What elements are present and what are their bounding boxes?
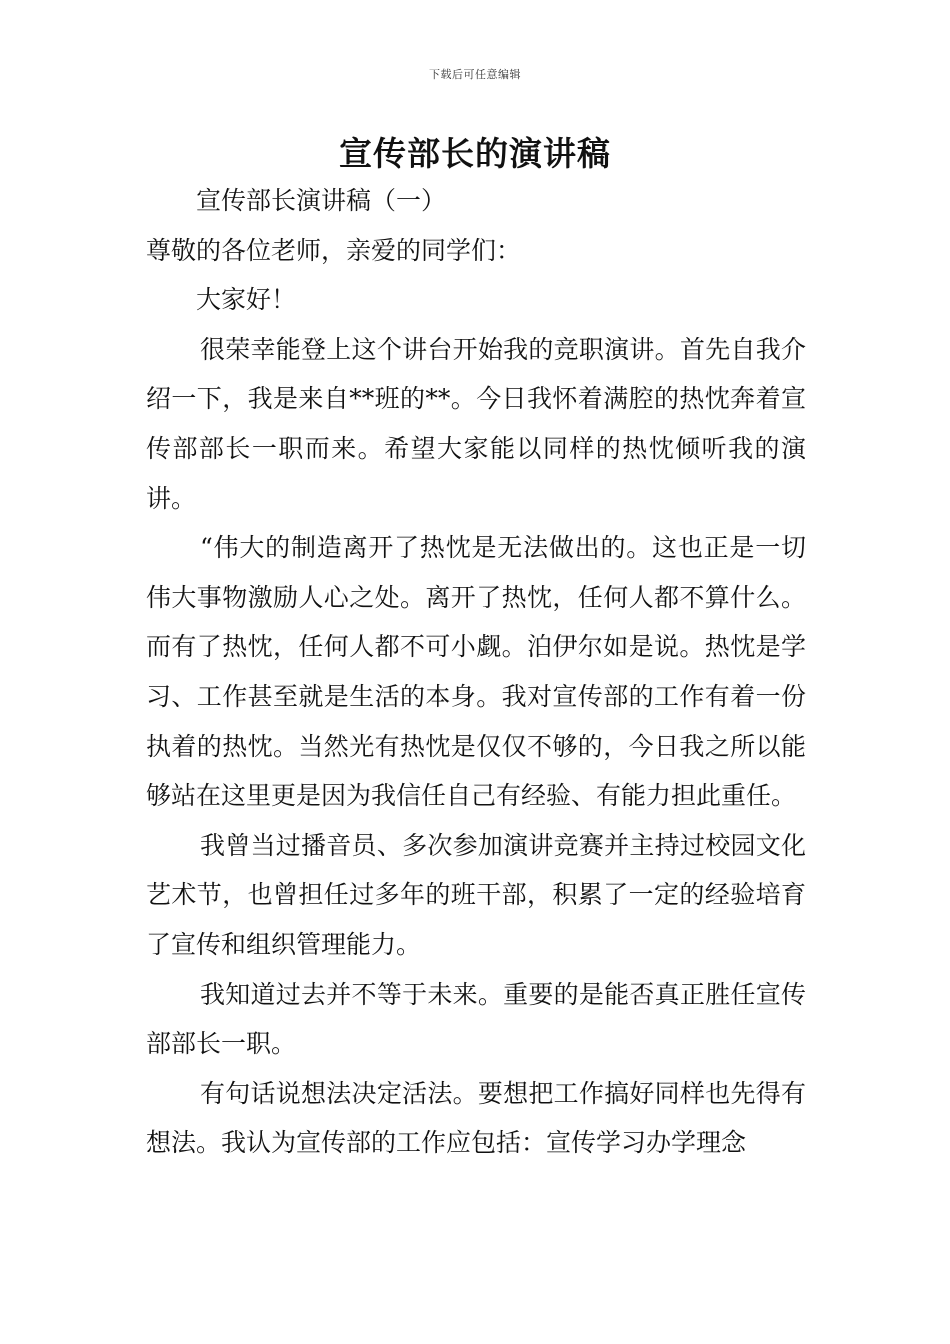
paragraph-ideas: 有句话说想法决定活法。要想把工作搞好同样也先得有想法。我认为宣传部的工作应包括：宣传学习办学理念 (146, 1078, 806, 1158)
document-body (146, 176, 806, 1168)
salutation: 尊敬的各位老师，亲爱的同学们： (146, 235, 522, 265)
paragraph-future: 我知道过去并不等于未来。重要的是能否真正胜任宣传部部长一职。 (146, 979, 806, 1059)
paragraph-quote: “伟大的制造离开了热忱是无法做出的。这也正是一切伟大事物激励人心之处。离开了热忱，任何人都不算什么。而有了热忱，任何人都不可小觑。泊伊尔如是说。热忱是学习、工作甚至就是生活的本身。我对宣传部的工作有着一份执着的热忱。当然光有热忱是仅仅不够的，今日我之所以能够站在这里更是因为我信任自己有经验、有能力担此重任。 (146, 533, 806, 811)
header-note: 下载后可任意编辑 (429, 68, 521, 81)
greeting: 大家好！ (196, 285, 297, 315)
subtitle: 宣传部长演讲稿（一） (196, 186, 447, 215)
document-title: 宣传部长的演讲稿 (339, 134, 611, 173)
paragraph-experience: 我曾当过播音员、多次参加演讲竞赛并主持过校园文化艺术节，也曾担任过多年的班干部，积累了一定的经验培育了宣传和组织管理能力。 (146, 830, 806, 959)
paragraph-intro: 很荣幸能登上这个讲台开始我的竞职演讲。首先自我介绍一下，我是来自**班的**。今日我怀着满腔的热忱奔着宣传部部长一职而来。希望大家能以同样的热忱倾听我的演讲。 (146, 334, 806, 513)
